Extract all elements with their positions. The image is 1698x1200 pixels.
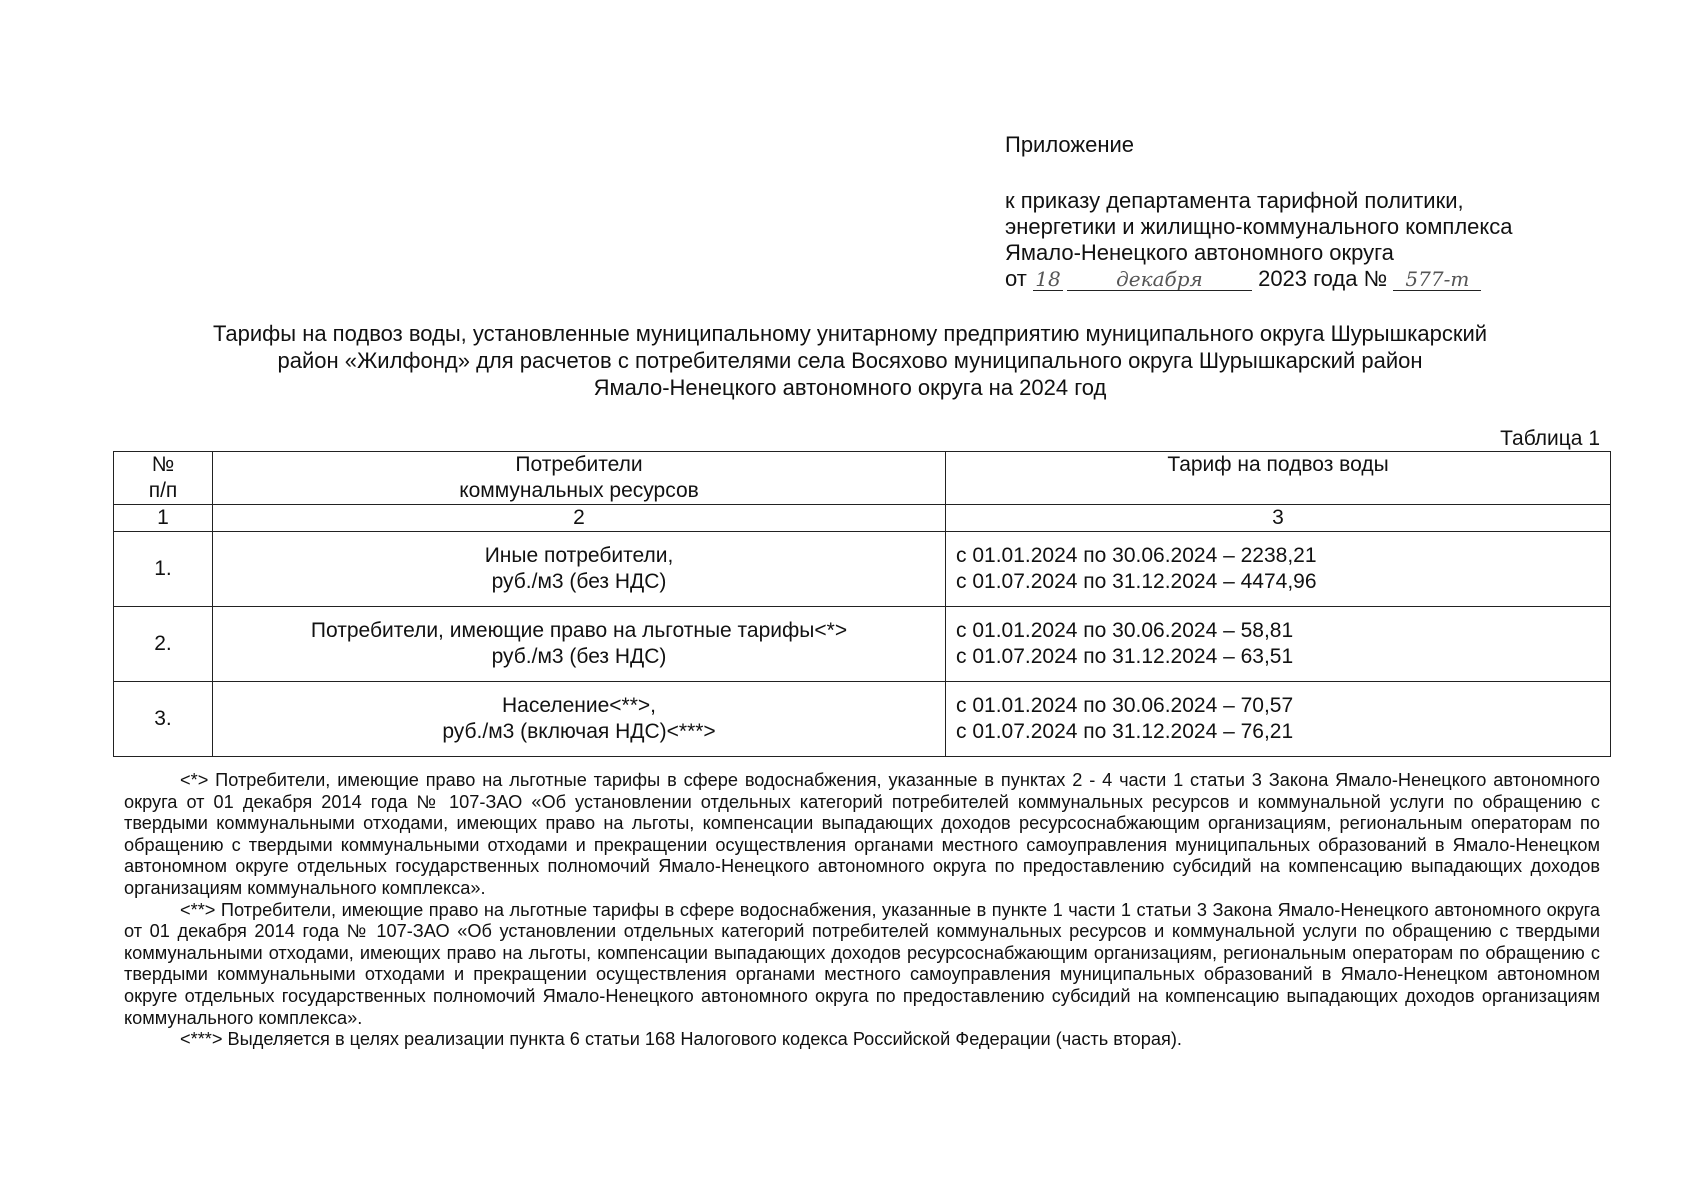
handwritten-month: декабря [1067, 268, 1252, 291]
tariff-text: с 01.01.2024 по 30.06.2024 – 2238,21 [956, 544, 1317, 567]
consumer-text: Иные потребители, [484, 544, 674, 567]
consumer-text: Потребители, имеющие право на льготные тарифы<*> [310, 619, 848, 642]
consumer-text: Население<**>, [502, 694, 656, 717]
order-line: к приказу департамента тарифной политики, [1005, 188, 1464, 213]
tariff-cell [946, 682, 1611, 757]
header-text: п/п [148, 479, 178, 502]
consumer-cell [213, 532, 946, 607]
order-line: энергетики и жилищно-коммунального комплекса [1005, 214, 1513, 239]
appendix-heading: Приложение [1005, 132, 1135, 157]
header-number [114, 452, 213, 505]
tariff-text: с 01.07.2024 по 31.12.2024 – 63,51 [956, 645, 1294, 668]
footnotes [124, 770, 1600, 1051]
footnote: <**> Потребители, имеющие право на льготные тарифы в сфере водоснабжения, указанные в пункте 1 части 1 статьи 3 Закона Ямало-Ненецкого автономного округа от 01 декабря 2014 года № 107-ЗАО «Об установлении отдельных категорий потребителей коммунальных ресурсов и коммунальной услуги по обращению с твердыми коммунальными отходами, имеющих право на льготы, компенсации выпадающих доходов ресурсоснабжающим организациям, региональным операторам по обращению с твердыми коммунальными отходами и прекращении осуществления органами местного самоуправления муниципальных образований в Ямало-Ненецком автономном округе отдельных государственных полномочий Ямало-Ненецкого автономного округа по предоставлению субсидий на компенсацию выпадающих доходов организациям коммунального комплекса». [124, 899, 1600, 1028]
column-number-row [114, 505, 1611, 532]
date-year: 2023 года № [1258, 266, 1388, 291]
table-label: Таблица 1 [1500, 427, 1600, 450]
tariff-text: с 01.01.2024 по 30.06.2024 – 70,57 [956, 694, 1294, 717]
table-header-row [114, 452, 1611, 505]
tariff-text: с 01.07.2024 по 31.12.2024 – 4474,96 [956, 570, 1317, 593]
tariff-text: с 01.01.2024 по 30.06.2024 – 58,81 [956, 619, 1294, 642]
title-line: Ямало-Ненецкого автономного округа на 2024 год [593, 375, 1107, 400]
footnote: <*> Потребители, имеющие право на льготные тарифы в сфере водоснабжения, указанные в пунктах 2 - 4 части 1 статьи 3 Закона Ямало-Ненецкого автономного округа от 01 декабря 2014 года № 107-ЗАО «Об установлении отдельных категорий потребителей коммунальных ресурсов и коммунальной услуги по обращению с твердыми коммунальными отходами, имеющих право на льготы, компенсации выпадающих доходов ресурсоснабжающим организациям, региональным операторам по обращению с твердыми коммунальными отходами и прекращении осуществления органами местного самоуправления муниципальных образований в Ямало-Ненецком автономном округе отдельных государственных полномочий Ямало-Ненецкого автономного округа по предоставлению субсидий на компенсацию выпадающих доходов организациям коммунального комплекса». [124, 770, 1600, 898]
consumer-cell [213, 607, 946, 682]
row-number: 1. [114, 532, 213, 607]
order-date-line [1005, 266, 1645, 292]
order-line: Ямало-Ненецкого автономного округа [1005, 240, 1394, 265]
appendix-block [1005, 132, 1645, 292]
consumer-text: руб./м3 (без НДС) [491, 570, 667, 593]
header-consumers [213, 452, 946, 505]
row-number: 3. [114, 682, 213, 757]
tariff-text: с 01.07.2024 по 31.12.2024 – 76,21 [956, 720, 1294, 743]
header-text: коммунальных ресурсов [459, 479, 699, 502]
tariff-cell [946, 532, 1611, 607]
header-text: № [151, 453, 175, 476]
row-number: 2. [114, 607, 213, 682]
header-text: Потребители [515, 453, 643, 476]
column-number: 3 [946, 505, 1611, 532]
footnote: <***> Выделяется в целях реализации пункта 6 статьи 168 Налогового кодекса Российской Федерации (часть вторая). [180, 1029, 1182, 1050]
tariff-cell [946, 607, 1611, 682]
header-tariff [946, 452, 1611, 505]
handwritten-day: 18 [1033, 268, 1063, 291]
tariff-table [113, 451, 1611, 757]
date-prefix: от [1005, 266, 1027, 291]
document-title [120, 320, 1580, 401]
column-number: 1 [114, 505, 213, 532]
handwritten-order-number: 577-т [1393, 268, 1481, 291]
title-line: Тарифы на подвоз воды, установленные муниципальному унитарному предприятию муниципального округа Шурышкарский [212, 321, 1488, 346]
header-text: Тариф на подвоз воды [1167, 453, 1389, 476]
column-number: 2 [213, 505, 946, 532]
table-row [114, 532, 1611, 607]
table-row [114, 607, 1611, 682]
consumer-cell [213, 682, 946, 757]
consumer-text: руб./м3 (включая НДС)<***> [442, 720, 716, 743]
consumer-text: руб./м3 (без НДС) [491, 645, 667, 668]
title-line: район «Жилфонд» для расчетов с потребителями села Восяхово муниципального округа Шурышкарский район [277, 348, 1423, 373]
table-row [114, 682, 1611, 757]
